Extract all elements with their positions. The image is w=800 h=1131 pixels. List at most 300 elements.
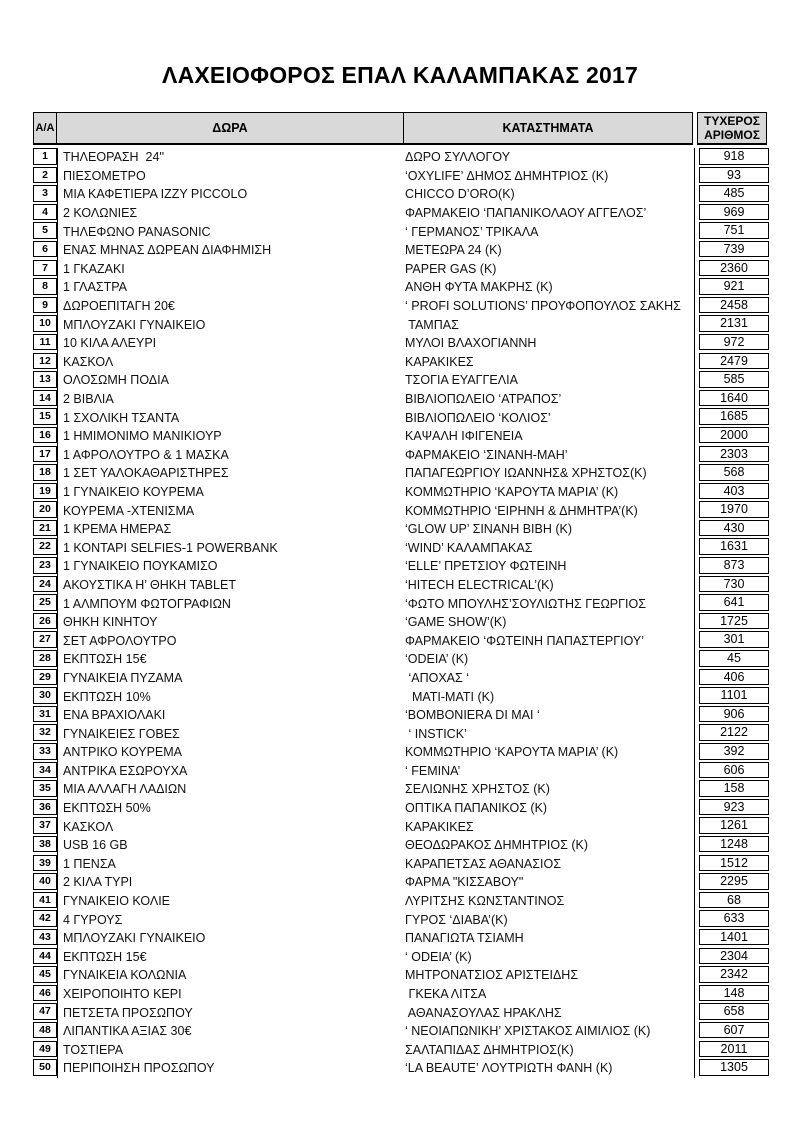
table-row bbox=[33, 353, 769, 372]
prize-cell: ΤΗΛΕΟΡΑΣΗ 24'' bbox=[63, 150, 165, 165]
prize-cell: ΤΗΛΕΦΩΝΟ PANASONIC bbox=[63, 224, 211, 239]
table-row bbox=[33, 910, 769, 929]
store-cell: ‘WIND’ ΚΑΛΑΜΠΑΚΑΣ bbox=[405, 540, 533, 555]
prize-cell: ΓΥΝΑΙΚΕΙΑ ΚΟΛΩΝΙΑ bbox=[63, 968, 187, 983]
row-index-cell: 5 bbox=[33, 222, 57, 239]
table-row bbox=[33, 483, 769, 502]
lucky-number-cell: 1248 bbox=[699, 836, 769, 853]
prize-cell: 4 ΓΥΡΟΥΣ bbox=[63, 912, 123, 927]
row-index-cell: 46 bbox=[33, 985, 57, 1002]
row-index-cell: 37 bbox=[33, 817, 57, 834]
table-row bbox=[33, 706, 769, 725]
column-header-lucky-number bbox=[697, 112, 767, 145]
row-main-cell bbox=[57, 260, 695, 279]
store-cell: ΑΘΑΝΑΣΟΥΛΑΣ ΗΡΑΚΛΗΣ bbox=[405, 1005, 562, 1020]
row-index-cell: 15 bbox=[33, 408, 57, 425]
prize-cell: 1 ΑΛΜΠΟΥΜ ΦΩΤΟΓΡΑΦΙΩΝ bbox=[63, 596, 231, 611]
row-main-cell bbox=[57, 315, 695, 334]
store-cell: ‘ODEIA’ (K) bbox=[405, 652, 469, 667]
row-index-cell: 11 bbox=[33, 334, 57, 351]
store-cell: PAPER GAS (K) bbox=[405, 261, 497, 276]
store-cell: ΒΙΒΛΙΟΠΩΛΕΙΟ ‘ΚΟΛΙΟΣ’ bbox=[405, 410, 551, 425]
row-main-cell bbox=[57, 241, 695, 260]
store-cell: ΦΑΡΜΑΚΕΙΟ ‘ΣΙΝΑΝΗ-ΜΑΗ’ bbox=[405, 447, 568, 462]
store-cell: ‘ΦΩΤΟ ΜΠΟΥΛΗΣ’ΣΟΥΛΙΩΤΗΣ ΓΕΩΡΓΙΟΣ bbox=[405, 596, 646, 611]
row-main-cell bbox=[57, 520, 695, 539]
lucky-number-cell: 148 bbox=[699, 985, 769, 1002]
row-index-cell: 31 bbox=[33, 706, 57, 723]
column-header-store: ΚΑΤΑΣΤΗΜΑΤΑ bbox=[403, 112, 693, 145]
row-main-cell bbox=[57, 297, 695, 316]
row-index-cell: 32 bbox=[33, 724, 57, 741]
row-main-cell bbox=[57, 408, 695, 427]
prize-cell: ΘΗΚΗ ΚΙΝΗΤΟΥ bbox=[63, 615, 158, 630]
store-cell: ‘ INSTICK’ bbox=[405, 726, 467, 741]
row-index-cell: 35 bbox=[33, 780, 57, 797]
store-cell: ΚΑΨΑΛΗ ΙΦΙΓΕΝΕΙΑ bbox=[405, 429, 523, 444]
column-header-index: Α/Α bbox=[33, 112, 57, 145]
lucky-number-cell: 607 bbox=[699, 1022, 769, 1039]
row-main-cell bbox=[57, 334, 695, 353]
column-header-prize: ΔΩΡΑ bbox=[56, 112, 404, 145]
store-cell: ΒΙΒΛΙΟΠΩΛΕΙΟ ‘ΑΤΡΑΠΟΣ’ bbox=[405, 392, 562, 407]
row-index-cell: 23 bbox=[33, 557, 57, 574]
lucky-number-cell: 301 bbox=[699, 631, 769, 648]
row-main-cell bbox=[57, 873, 695, 892]
row-index-cell: 7 bbox=[33, 260, 57, 277]
lucky-number-cell: 392 bbox=[699, 743, 769, 760]
prize-cell: ΕΚΠΤΩΣΗ 15€ bbox=[63, 652, 147, 667]
prize-cell: ΟΛΟΣΩΜΗ ΠΟΔΙΑ bbox=[63, 373, 169, 388]
column-header-lucky-line2: ΑΡΙΘΜΟΣ bbox=[704, 128, 760, 142]
prize-cell: 1 ΣΕΤ ΥΑΛΟΚΑΘΑΡΙΣΤΗΡΕΣ bbox=[63, 466, 229, 481]
lucky-number-cell: 406 bbox=[699, 669, 769, 686]
row-main-cell bbox=[57, 185, 695, 204]
store-cell: ΦΑΡΜΑΚΕΙΟ ‘ΠΑΠΑΝΙΚΟΛΑΟΥ ΑΓΓΕΛΟΣ’ bbox=[405, 206, 647, 221]
store-cell: ΛΥΡΙΤΣΗΣ ΚΩΝΣΤΑΝΤΙΝΟΣ bbox=[405, 894, 565, 909]
table-row bbox=[33, 762, 769, 781]
store-cell: ΦΑΡΜΑ "ΚΙΣΣΑΒΟΥ" bbox=[405, 875, 524, 890]
row-main-cell bbox=[57, 446, 695, 465]
row-main-cell bbox=[57, 557, 695, 576]
lucky-number-cell: 568 bbox=[699, 464, 769, 481]
table-row bbox=[33, 817, 769, 836]
store-cell: ΜΕΤΕΩΡΑ 24 (Κ) bbox=[405, 243, 502, 258]
row-index-cell: 1 bbox=[33, 148, 57, 165]
lucky-number-cell: 873 bbox=[699, 557, 769, 574]
prize-cell: USB 16 GB bbox=[63, 838, 128, 853]
row-main-cell bbox=[57, 613, 695, 632]
prize-cell: 1 ΗΜΙΜΟΝΙΜΟ ΜΑΝΙΚΙΟΥΡ bbox=[63, 429, 222, 444]
table-row bbox=[33, 948, 769, 967]
table-row bbox=[33, 855, 769, 874]
row-main-cell bbox=[57, 687, 695, 706]
table-row bbox=[33, 408, 769, 427]
prize-cell: ΑΚΟΥΣΤΙΚΑ Η’ ΘΗΚΗ TABLET bbox=[63, 577, 236, 592]
row-index-cell: 14 bbox=[33, 390, 57, 407]
store-cell: ΜΗΤΡΟΝΑΤΣΙΟΣ ΑΡΙΣΤΕΙΔΗΣ bbox=[405, 968, 579, 983]
row-index-cell: 22 bbox=[33, 538, 57, 555]
table-row bbox=[33, 1041, 769, 1060]
row-index-cell: 43 bbox=[33, 929, 57, 946]
store-cell: ΘΕΟΔΩΡΑΚΟΣ ΔΗΜΗΤΡΙΟΣ (Κ) bbox=[405, 838, 588, 853]
table-row bbox=[33, 687, 769, 706]
prize-cell: ΠΙΕΣΟΜΕΤΡΟ bbox=[63, 168, 146, 183]
prize-cell: 1 ΓΚΑΖΑΚΙ bbox=[63, 261, 125, 276]
lucky-number-cell: 2011 bbox=[699, 1041, 769, 1058]
prize-cell: 1 ΣΧΟΛΙΚΗ ΤΣΑΝΤΑ bbox=[63, 410, 180, 425]
lucky-number-cell: 906 bbox=[699, 706, 769, 723]
row-index-cell: 29 bbox=[33, 669, 57, 686]
table-row bbox=[33, 538, 769, 557]
row-main-cell bbox=[57, 167, 695, 186]
row-main-cell bbox=[57, 966, 695, 985]
row-index-cell: 17 bbox=[33, 446, 57, 463]
row-main-cell bbox=[57, 669, 695, 688]
prize-cell: ΚΑΣΚΟΛ bbox=[63, 819, 114, 834]
table-row bbox=[33, 594, 769, 613]
table-row bbox=[33, 1022, 769, 1041]
table-row bbox=[33, 631, 769, 650]
row-main-cell bbox=[57, 390, 695, 409]
table-row bbox=[33, 148, 769, 167]
lucky-number-cell: 918 bbox=[699, 148, 769, 165]
table-row bbox=[33, 1003, 769, 1022]
table-row bbox=[33, 557, 769, 576]
row-main-cell bbox=[57, 762, 695, 781]
row-main-cell bbox=[57, 576, 695, 595]
lucky-number-cell: 1631 bbox=[699, 538, 769, 555]
prize-cell: ΑΝΤΡΙΚΟ ΚΟΥΡΕΜΑ bbox=[63, 745, 182, 760]
row-main-cell bbox=[57, 836, 695, 855]
prize-cell: 1 ΠΕΝΣΑ bbox=[63, 856, 116, 871]
lucky-number-cell: 2479 bbox=[699, 353, 769, 370]
row-index-cell: 39 bbox=[33, 855, 57, 872]
row-index-cell: 24 bbox=[33, 576, 57, 593]
table-row bbox=[33, 836, 769, 855]
lucky-number-cell: 485 bbox=[699, 185, 769, 202]
row-index-cell: 42 bbox=[33, 910, 57, 927]
prize-cell: ΕΝΑ ΒΡΑΧΙΟΛΑΚΙ bbox=[63, 708, 166, 723]
row-main-cell bbox=[57, 371, 695, 390]
table-row bbox=[33, 743, 769, 762]
row-index-cell: 21 bbox=[33, 520, 57, 537]
store-cell: ΠΑΠΑΓΕΩΡΓΙΟΥ ΙΩΑΝΝΗΣ& ΧΡΗΣΤΟΣ(Κ) bbox=[405, 466, 647, 481]
lucky-number-cell: 969 bbox=[699, 204, 769, 221]
table-row bbox=[33, 315, 769, 334]
lucky-number-cell: 585 bbox=[699, 371, 769, 388]
table-row bbox=[33, 966, 769, 985]
lucky-number-cell: 2303 bbox=[699, 446, 769, 463]
table-row bbox=[33, 334, 769, 353]
row-main-cell bbox=[57, 464, 695, 483]
store-cell: CHICCO D’ORO(K) bbox=[405, 187, 515, 202]
row-main-cell bbox=[57, 855, 695, 874]
table-row bbox=[33, 650, 769, 669]
row-index-cell: 20 bbox=[33, 501, 57, 518]
table-row bbox=[33, 799, 769, 818]
lucky-number-cell: 430 bbox=[699, 520, 769, 537]
table-row bbox=[33, 464, 769, 483]
table-row bbox=[33, 241, 769, 260]
lucky-number-cell: 2131 bbox=[699, 315, 769, 332]
row-main-cell bbox=[57, 1041, 695, 1060]
store-cell: ‘ELLE’ ΠΡΕΤΣΙΟΥ ΦΩΤΕΙΝΗ bbox=[405, 559, 567, 574]
prize-cell: ΓΥΝΑΙΚΕΙΑ ΠΥΖΑΜΑ bbox=[63, 670, 183, 685]
store-cell: ΟΠΤΙΚΑ ΠΑΠΑΝΙΚΟΣ (Κ) bbox=[405, 801, 548, 816]
store-cell: ΠΑΝΑΓΙΩΤΑ ΤΣΙΑΜΗ bbox=[405, 931, 524, 946]
store-cell: ΤΣΟΓΙΑ ΕΥΑΓΓΕΛΙΑ bbox=[405, 373, 518, 388]
row-main-cell bbox=[57, 1022, 695, 1041]
column-header-lucky-line1: ΤΥΧΕΡΟΣ bbox=[704, 114, 760, 128]
prize-cell: ΤΟΣΤΙΕΡΑ bbox=[63, 1042, 124, 1057]
row-main-cell bbox=[57, 948, 695, 967]
table-header-row bbox=[33, 112, 769, 145]
prize-cell: ΕΚΠΤΩΣΗ 50% bbox=[63, 801, 151, 816]
table-row bbox=[33, 669, 769, 688]
row-index-cell: 13 bbox=[33, 371, 57, 388]
row-index-cell: 10 bbox=[33, 315, 57, 332]
store-cell: ‘GAME SHOW’(K) bbox=[405, 615, 507, 630]
prize-cell: 1 ΑΦΡΟΛΟΥΤΡΟ & 1 ΜΑΣΚΑ bbox=[63, 447, 229, 462]
table-row bbox=[33, 167, 769, 186]
row-index-cell: 50 bbox=[33, 1059, 57, 1076]
table-row bbox=[33, 204, 769, 223]
lucky-number-cell: 1261 bbox=[699, 817, 769, 834]
row-main-cell bbox=[57, 780, 695, 799]
store-cell: ΦΑΡΜΑΚΕΙΟ ‘ΦΩΤΕΙΝΗ ΠΑΠΑΣΤΕΡΓΙΟΥ’ bbox=[405, 633, 645, 648]
store-cell: ‘BOMBONIERA DI MAI ‘ bbox=[405, 708, 540, 723]
row-index-cell: 19 bbox=[33, 483, 57, 500]
prize-cell: ΠΕΤΣΕΤΑ ΠΡΟΣΩΠΟΥ bbox=[63, 1005, 193, 1020]
row-index-cell: 30 bbox=[33, 687, 57, 704]
lucky-number-cell: 1305 bbox=[699, 1059, 769, 1076]
lucky-number-cell: 2304 bbox=[699, 948, 769, 965]
store-cell: ΚΟΜΜΩΤΗΡΙΟ ‘ΚΑΡΟΥΤΑ ΜΑΡΙΑ’ (Κ) bbox=[405, 745, 619, 760]
row-index-cell: 6 bbox=[33, 241, 57, 258]
prize-cell: ΜΠΛΟΥΖΑΚΙ ΓΥΝΑΙΚΕΙΟ bbox=[63, 931, 206, 946]
row-index-cell: 28 bbox=[33, 650, 57, 667]
row-main-cell bbox=[57, 204, 695, 223]
table-row bbox=[33, 278, 769, 297]
prize-cell: ΠΕΡΙΠΟΙΗΣΗ ΠΡΟΣΩΠΟΥ bbox=[63, 1061, 215, 1076]
table-row bbox=[33, 371, 769, 390]
store-cell: ΓΚΕΚΑ ΛΙΤΣΑ bbox=[405, 987, 487, 1002]
prize-cell: 2 ΚΟΛΩΝΙΕΣ bbox=[63, 206, 138, 221]
table-row bbox=[33, 576, 769, 595]
table-row bbox=[33, 390, 769, 409]
row-index-cell: 48 bbox=[33, 1022, 57, 1039]
row-main-cell bbox=[57, 222, 695, 241]
row-main-cell bbox=[57, 929, 695, 948]
row-index-cell: 47 bbox=[33, 1003, 57, 1020]
lucky-number-cell: 2342 bbox=[699, 966, 769, 983]
table-row bbox=[33, 892, 769, 911]
store-cell: ΚΑΡΑΠΕΤΣΑΣ ΑΘΑΝΑΣΙΟΣ bbox=[405, 856, 561, 871]
lucky-number-cell: 2458 bbox=[699, 297, 769, 314]
table-row bbox=[33, 873, 769, 892]
store-cell: ΓΥΡΟΣ ‘ΔΙΑΒΑ’(Κ) bbox=[405, 912, 508, 927]
prize-cell: ΔΩΡΟΕΠΙΤΑΓΗ 20€ bbox=[63, 299, 175, 314]
row-index-cell: 9 bbox=[33, 297, 57, 314]
store-cell: ‘ FEMINA’ bbox=[405, 763, 461, 778]
prize-cell: ΚΟΥΡΕΜΑ -ΧΤΕΝΙΣΜΑ bbox=[63, 503, 195, 518]
prize-cell: 1 ΚΡΕΜΑ ΗΜΕΡΑΣ bbox=[63, 522, 172, 537]
store-cell: ‘OXYLIFE’ ΔΗΜΟΣ ΔΗΜΗΤΡΙΟΣ (Κ) bbox=[405, 168, 609, 183]
store-cell: ‘GLOW UP’ ΣΙΝΑΝΗ ΒΙΒΗ (Κ) bbox=[405, 522, 572, 537]
prize-cell: ΓΥΝΑΙΚΕΙΕΣ ΓΟΒΕΣ bbox=[63, 726, 180, 741]
row-main-cell bbox=[57, 1003, 695, 1022]
lucky-number-cell: 68 bbox=[699, 892, 769, 909]
prize-cell: ΓΥΝΑΙΚΕΙΟ ΚΟΛΙΕ bbox=[63, 894, 171, 909]
store-cell: MATI-MATI (K) bbox=[405, 689, 495, 704]
table-row bbox=[33, 929, 769, 948]
prize-cell: ΧΕΙΡΟΠΟΙΗΤΟ ΚΕΡΙ bbox=[63, 987, 182, 1002]
lucky-number-cell: 739 bbox=[699, 241, 769, 258]
lucky-number-cell: 1685 bbox=[699, 408, 769, 425]
prize-cell: ΕΚΠΤΩΣΗ 15€ bbox=[63, 949, 147, 964]
row-index-cell: 34 bbox=[33, 762, 57, 779]
row-main-cell bbox=[57, 278, 695, 297]
row-index-cell: 18 bbox=[33, 464, 57, 481]
row-index-cell: 25 bbox=[33, 594, 57, 611]
row-main-cell bbox=[57, 985, 695, 1004]
row-main-cell bbox=[57, 743, 695, 762]
lucky-number-cell: 1640 bbox=[699, 390, 769, 407]
prize-cell: ΣΕΤ ΑΦΡΟΛΟΥΤΡΟ bbox=[63, 633, 177, 648]
row-main-cell bbox=[57, 538, 695, 557]
store-cell: ‘ΑΠΟΧΑΣ ‘ bbox=[405, 670, 469, 685]
row-main-cell bbox=[57, 427, 695, 446]
lucky-number-cell: 45 bbox=[699, 650, 769, 667]
store-cell: ΑΝΘΗ ΦΥΤΑ ΜΑΚΡΗΣ (Κ) bbox=[405, 280, 553, 295]
table-row bbox=[33, 260, 769, 279]
lottery-results-table bbox=[33, 112, 769, 1078]
store-cell: ΚΟΜΜΩΤΗΡΙΟ ‘ΚΑΡΟΥΤΑ ΜΑΡΙΑ’ (Κ) bbox=[405, 484, 619, 499]
store-cell: ΚΑΡΑΚΙΚΕΣ bbox=[405, 819, 474, 834]
prize-cell: 10 ΚΙΛΑ ΑΛΕΥΡΙ bbox=[63, 336, 157, 351]
lucky-number-cell: 972 bbox=[699, 334, 769, 351]
row-index-cell: 12 bbox=[33, 353, 57, 370]
lucky-number-cell: 2295 bbox=[699, 873, 769, 890]
table-row bbox=[33, 724, 769, 743]
row-index-cell: 45 bbox=[33, 966, 57, 983]
store-cell: ΔΩΡΟ ΣΥΛΛΟΓΟΥ bbox=[405, 150, 511, 165]
prize-cell: ΚΑΣΚΟΛ bbox=[63, 354, 114, 369]
table-row bbox=[33, 985, 769, 1004]
row-main-cell bbox=[57, 724, 695, 743]
store-cell: ΚΑΡΑΚΙΚΕΣ bbox=[405, 354, 474, 369]
row-index-cell: 3 bbox=[33, 185, 57, 202]
store-cell: ‘LA BEAUTE’ ΛΟΥΤΡΙΩΤΗ ΦΑΝΗ (Κ) bbox=[405, 1061, 613, 1076]
row-index-cell: 38 bbox=[33, 836, 57, 853]
table-row bbox=[33, 297, 769, 316]
lucky-number-cell: 2122 bbox=[699, 724, 769, 741]
store-cell: ΚΟΜΜΩΤΗΡΙΟ ‘ΕΙΡΗΝΗ & ΔΗΜΗΤΡΑ’(Κ) bbox=[405, 503, 638, 518]
prize-cell: ΛΙΠΑΝΤΙΚΑ ΑΞΙΑΣ 30€ bbox=[63, 1024, 192, 1039]
row-main-cell bbox=[57, 817, 695, 836]
lucky-number-cell: 1101 bbox=[699, 687, 769, 704]
prize-cell: 1 ΓΥΝΑΙΚΕΙΟ ΚΟΥΡΕΜΑ bbox=[63, 484, 204, 499]
row-main-cell bbox=[57, 1059, 695, 1078]
lucky-number-cell: 606 bbox=[699, 762, 769, 779]
lucky-number-cell: 2000 bbox=[699, 427, 769, 444]
lucky-number-cell: 633 bbox=[699, 910, 769, 927]
store-cell: ‘ ΓΕΡΜΑΝΟΣ’ ΤΡΙΚΑΛΑ bbox=[405, 224, 539, 239]
store-cell: ‘HITECH ELECTRICAL’(K) bbox=[405, 577, 554, 592]
lucky-number-cell: 730 bbox=[699, 576, 769, 593]
store-cell: ΣΕΛΙΩΝΗΣ ΧΡΗΣΤΟΣ (Κ) bbox=[405, 782, 550, 797]
table-row bbox=[33, 780, 769, 799]
lucky-number-cell: 1512 bbox=[699, 855, 769, 872]
row-main-cell bbox=[57, 148, 695, 167]
prize-cell: ΜΙΑ ΑΛΛΑΓΗ ΛΑΔΙΩΝ bbox=[63, 782, 187, 797]
prize-cell: 1 ΓΛΑΣΤΡΑ bbox=[63, 280, 127, 295]
row-index-cell: 4 bbox=[33, 204, 57, 221]
table-row bbox=[33, 446, 769, 465]
store-cell: ΜΥΛΟΙ ΒΛΑΧΟΓΙΑΝΝΗ bbox=[405, 336, 537, 351]
table-row bbox=[33, 520, 769, 539]
row-main-cell bbox=[57, 650, 695, 669]
lucky-number-cell: 751 bbox=[699, 222, 769, 239]
row-main-cell bbox=[57, 631, 695, 650]
row-main-cell bbox=[57, 799, 695, 818]
table-row bbox=[33, 501, 769, 520]
row-main-cell bbox=[57, 910, 695, 929]
row-index-cell: 44 bbox=[33, 948, 57, 965]
lucky-number-cell: 921 bbox=[699, 278, 769, 295]
row-index-cell: 26 bbox=[33, 613, 57, 630]
lucky-number-cell: 1970 bbox=[699, 501, 769, 518]
prize-cell: ΜΙΑ ΚΑΦΕΤΙΕΡΑ IZZY PICCOLO bbox=[63, 187, 248, 202]
prize-cell: 1 ΚΟΝΤΑΡΙ SELFIES-1 POWERBANK bbox=[63, 540, 278, 555]
lucky-number-cell: 93 bbox=[699, 167, 769, 184]
row-main-cell bbox=[57, 594, 695, 613]
page-title: ΛΑΧΕΙΟΦΟΡΟΣ ΕΠΑΛ ΚΑΛΑΜΠΑΚΑΣ 2017 bbox=[162, 62, 638, 88]
table-row bbox=[33, 222, 769, 241]
store-cell: ‘ ΝΕΟΙΑΠΩΝΙΚΗ’ ΧΡΙΣΤΑΚΟΣ ΑΙΜΙΛΙΟΣ (Κ) bbox=[405, 1024, 651, 1039]
lucky-number-cell: 2360 bbox=[699, 260, 769, 277]
lucky-number-cell: 1725 bbox=[699, 613, 769, 630]
row-main-cell bbox=[57, 483, 695, 502]
store-cell: ΣΑΛΤΑΠΙΔΑΣ ΔΗΜΗΤΡΙΟΣ(Κ) bbox=[405, 1042, 574, 1057]
row-index-cell: 36 bbox=[33, 799, 57, 816]
lucky-number-cell: 1401 bbox=[699, 929, 769, 946]
store-cell: ‘ PROFI SOLUTIONS’ ΠΡΟΥΦΟΠΟΥΛΟΣ ΣΑΚΗΣ bbox=[405, 299, 681, 314]
table-row bbox=[33, 613, 769, 632]
prize-cell: 2 ΚΙΛΑ ΤΥΡΙ bbox=[63, 875, 133, 890]
table-body bbox=[33, 148, 769, 1078]
prize-cell: ΜΠΛΟΥΖΑΚΙ ΓΥΝΑΙΚΕΙΟ bbox=[63, 317, 206, 332]
prize-cell: ΕΚΠΤΩΣΗ 10% bbox=[63, 689, 151, 704]
lucky-number-cell: 403 bbox=[699, 483, 769, 500]
prize-cell: 2 ΒΙΒΛΙΑ bbox=[63, 392, 114, 407]
row-main-cell bbox=[57, 353, 695, 372]
row-index-cell: 40 bbox=[33, 873, 57, 890]
prize-cell: 1 ΓΥΝΑΙΚΕΙΟ ΠΟΥΚΑΜΙΣΟ bbox=[63, 559, 218, 574]
store-cell: ΤΑΜΠΑΣ bbox=[405, 317, 459, 332]
table-row bbox=[33, 427, 769, 446]
row-index-cell: 27 bbox=[33, 631, 57, 648]
row-main-cell bbox=[57, 892, 695, 911]
lucky-number-cell: 158 bbox=[699, 780, 769, 797]
lucky-number-cell: 641 bbox=[699, 594, 769, 611]
row-index-cell: 33 bbox=[33, 743, 57, 760]
table-row bbox=[33, 1059, 769, 1078]
row-main-cell bbox=[57, 706, 695, 725]
row-main-cell bbox=[57, 501, 695, 520]
lucky-number-cell: 923 bbox=[699, 799, 769, 816]
